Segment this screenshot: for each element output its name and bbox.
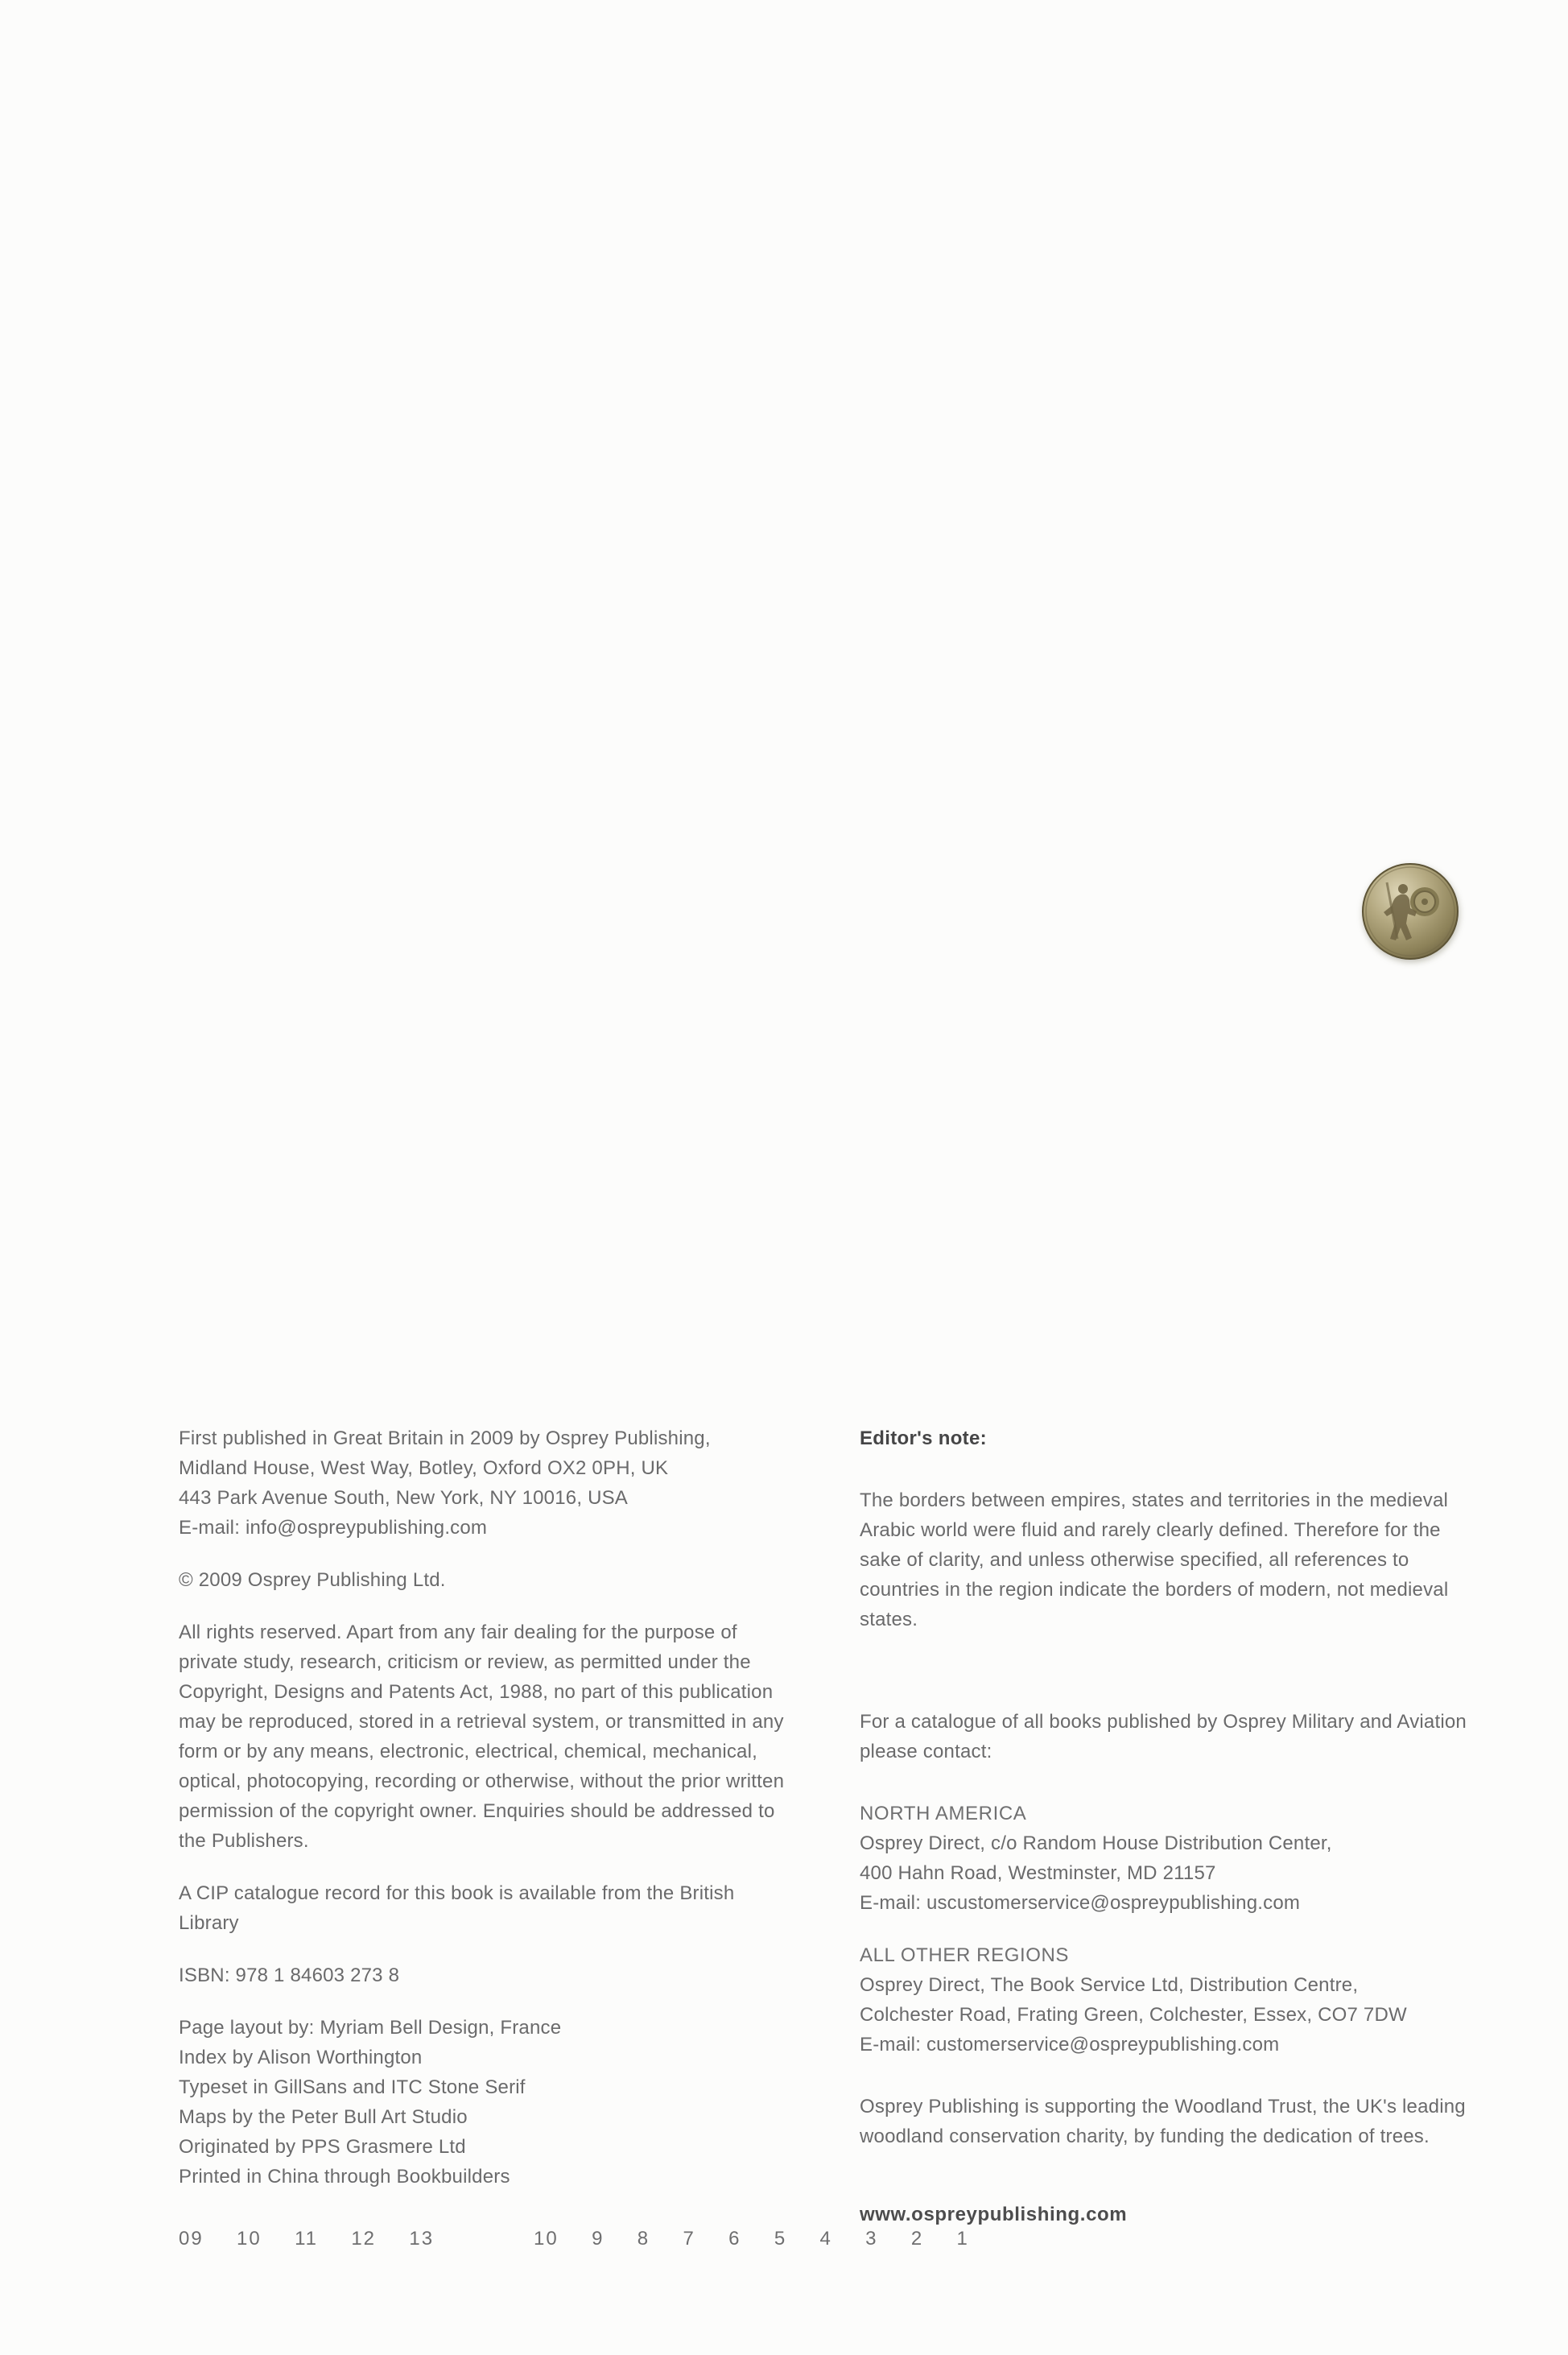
- rights-paragraph: All rights reserved. Apart from any fair dealing for the purpose of private study, research, criticism or review, as permitted under the Copyright, Designs and Patents Act, 1988, no part of this publication may be reproduced, stored in a retrieval system, or transmitted in any form or by any means, electronic, electrical, chemical, mechanical, optical, photocopying, recording or otherwise, without the prior written permission of the copyright owner. Enquiries should be addressed to the Publishers.: [179, 1622, 785, 1852]
- credit-line: Maps by the Peter Bull Art Studio: [179, 2106, 468, 2128]
- editors-note-paragraph: The borders between empires, states and territories in the medieval Arabic world were fluid and rarely clearly defined. Therefore for the sake of clarity, and unless otherwise specified, all references to countries in the region indicate the borders of modern, not medieval states.: [860, 1489, 1449, 1630]
- other-regions-address-line: Osprey Direct, The Book Service Ltd, Distribution Centre,: [860, 1974, 1359, 1996]
- other-regions-email-line: E-mail: customerservice@ospreypublishing.com: [860, 2034, 1280, 2055]
- publisher-email-line: E-mail: info@ospreypublishing.com: [179, 1517, 488, 1539]
- publisher-line: Midland House, West Way, Botley, Oxford OX2 0PH, UK: [179, 1457, 669, 1479]
- print-run-numbers: 09 10 11 12 13 10 9 8 7 6 5 4 3 2 1: [179, 2228, 969, 2250]
- north-america-block: [860, 1799, 1468, 1918]
- credit-line: Page layout by: Myriam Bell Design, France: [179, 2017, 562, 2039]
- other-regions-heading: ALL OTHER REGIONS: [860, 1944, 1070, 1966]
- publisher-address-block: [179, 1423, 787, 1543]
- editor-contact-column: [860, 1423, 1468, 2229]
- other-regions-block: [860, 1940, 1468, 2060]
- credits-block: [179, 2013, 787, 2192]
- ancient-coin-graphic: [1360, 861, 1460, 961]
- isbn-line: ISBN: 978 1 84603 273 8: [179, 1965, 400, 1986]
- credit-line: Index by Alison Worthington: [179, 2047, 423, 2068]
- copyright-line: © 2009 Osprey Publishing Ltd.: [179, 1569, 446, 1591]
- north-america-address-line: 400 Hahn Road, Westminster, MD 21157: [860, 1862, 1216, 1884]
- cip-paragraph: A CIP catalogue record for this book is available from the British Library: [179, 1882, 735, 1934]
- publisher-website: www.ospreypublishing.com: [860, 2204, 1128, 2225]
- publisher-line: First published in Great Britain in 2009 by Osprey Publishing,: [179, 1427, 711, 1449]
- ancient-coin-icon: [1360, 861, 1460, 961]
- credit-line: Originated by PPS Grasmere Ltd: [179, 2136, 466, 2158]
- credit-line: Typeset in GillSans and ITC Stone Serif: [179, 2076, 526, 2098]
- north-america-email-line: E-mail: uscustomerservice@ospreypublishing.com: [860, 1892, 1301, 1914]
- credit-line: Printed in China through Bookbuilders: [179, 2166, 510, 2188]
- publisher-line: 443 Park Avenue South, New York, NY 10016, USA: [179, 1487, 629, 1509]
- north-america-address-line: Osprey Direct, c/o Random House Distribution Center,: [860, 1832, 1332, 1854]
- editors-note-heading: Editor's note:: [860, 1427, 987, 1449]
- woodland-trust-paragraph: Osprey Publishing is supporting the Woodland Trust, the UK's leading woodland conservation charity, by funding the dedication of trees.: [860, 2096, 1466, 2147]
- other-regions-address-line: Colchester Road, Frating Green, Colchester, Essex, CO7 7DW: [860, 2004, 1407, 2026]
- north-america-heading: NORTH AMERICA: [860, 1803, 1027, 1824]
- catalogue-paragraph: For a catalogue of all books published by Osprey Military and Aviation please contact:: [860, 1711, 1467, 1762]
